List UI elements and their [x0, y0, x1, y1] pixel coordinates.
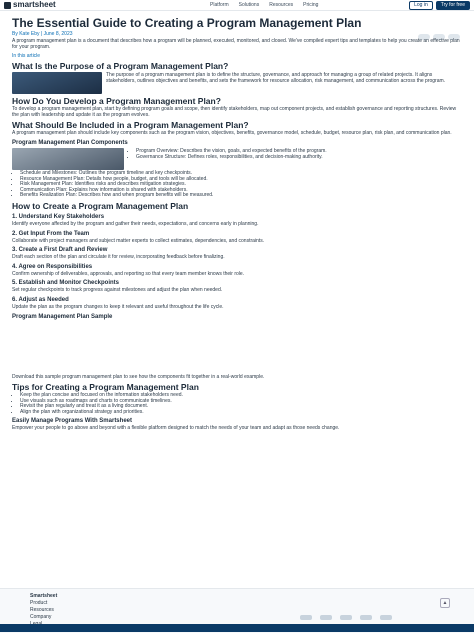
- components-list-continued: [20, 171, 462, 199]
- step-text: Draft each section of the plan and circulate it for review, incorporating feedback before finalizing.: [12, 254, 225, 261]
- closing-heading: Easily Manage Programs With Smartsheet: [12, 418, 132, 425]
- list-item: • Use visuals such as roadmaps and charts to communicate timelines.: [20, 399, 462, 405]
- social-icon[interactable]: [320, 615, 332, 620]
- expert-photo: [12, 148, 124, 170]
- tips-list: [20, 393, 462, 415]
- list-item: • Revisit the plan regularly and treat it as a living document.: [20, 404, 462, 410]
- copyright-text: © 2023 Smartsheet Inc.: [100, 633, 154, 639]
- table-of-contents-link[interactable]: In this article: [12, 53, 41, 60]
- nav-item-pricing[interactable]: Pricing: [303, 2, 319, 8]
- section-heading: How Do You Develop a Program Management Plan?: [12, 96, 221, 107]
- closing-text: Empower your people to go above and beyond with a flexible platform designed to match the needs of your team and adapt as those needs change.: [12, 425, 340, 432]
- step-title: 2. Get Input From the Team: [12, 230, 90, 237]
- footer-link-product[interactable]: Product: [30, 600, 48, 606]
- section-heading: What Should Be Included in a Program Management Plan?: [12, 120, 249, 131]
- step-text: Confirm ownership of deliverables, approvals, and reporting so that every team member knows their role.: [12, 270, 245, 277]
- article-title: The Essential Guide to Creating a Program Management Plan: [12, 16, 362, 30]
- footer-links: [30, 593, 57, 628]
- step-text: Update the plan as the program changes to keep it relevant and useful throughout the life cycle.: [12, 303, 224, 310]
- header-actions: [409, 1, 470, 10]
- social-icon[interactable]: [340, 615, 352, 620]
- step-text: Identify everyone affected by the program and gather their needs, expectations, and concerns early in planning.: [12, 220, 259, 227]
- social-icon[interactable]: [300, 615, 312, 620]
- list-item: • Program Overview: Describes the vision, goals, and expected benefits of the program.: [136, 149, 327, 155]
- components-list: [136, 149, 327, 160]
- list-item: • Resource Management Plan: Details how people, budget, and tools will be allocated.: [20, 177, 462, 183]
- social-links: [300, 615, 392, 620]
- nav-item-platform[interactable]: Platform: [210, 2, 229, 8]
- smartsheet-logo-icon: [4, 2, 11, 9]
- nav-item-resources[interactable]: Resources: [269, 2, 294, 8]
- sample-embed-area: [12, 322, 462, 374]
- list-item: • Governance Structure: Defines roles, responsibilities, and decision-making authority.: [136, 155, 327, 161]
- footer-link-resources[interactable]: Resources: [30, 607, 54, 613]
- step-title: 1. Understand Key Stakeholders: [12, 213, 105, 220]
- section-text: The purpose of a program management plan is to define the structure, governance, and approach for managing a group of related projects. It aligns stakeholders, outlines objectives and benefits, and sets the framework for resource allocation, risk management, and communication across the program.: [106, 72, 446, 84]
- list-item: • Communication Plan: Explains how information is shared with stakeholders.: [20, 188, 462, 194]
- nav-item-solutions[interactable]: Solutions: [238, 2, 260, 8]
- step-title: 3. Create a First Draft and Review: [12, 247, 108, 254]
- components-block: [12, 148, 462, 170]
- article-body: [12, 14, 462, 433]
- section-text: A program management plan should include key components such as the program vision, objectives, benefits, governance model, schedule, budget, resource plan, risk plan, and communication plan.: [12, 130, 452, 137]
- article-meta[interactable]: By Kate Eby | June 8, 2023: [12, 31, 73, 37]
- sample-text: Download this sample program management plan to see how the components fit together in a real-world example.: [12, 373, 265, 380]
- list-item: • Keep the plan concise and focused on the information stakeholders need.: [20, 393, 462, 399]
- step-text: Collaborate with project managers and subject matter experts to collect estimates, dependencies, and constraints.: [12, 237, 265, 244]
- step-title: 6. Adjust as Needed: [12, 296, 69, 303]
- steps-heading: How to Create a Program Management Plan: [12, 200, 189, 211]
- brand-logo[interactable]: [4, 0, 56, 10]
- tips-heading: Tips for Creating a Program Management Plan: [12, 382, 199, 393]
- list-item: • Align the plan with organizational strategy and priorities.: [20, 410, 462, 416]
- step-text: Set regular checkpoints to track progress against milestones and adjust the plan when needed.: [12, 287, 223, 294]
- main-nav: [210, 1, 318, 9]
- footer-bottom-bar: [0, 624, 474, 639]
- list-item: • Benefits Realization Plan: Describes how and when program benefits will be measured.: [20, 193, 462, 199]
- social-icon[interactable]: [360, 615, 372, 620]
- sample-heading: Program Management Plan Sample: [12, 313, 113, 320]
- list-item: • Schedule and Milestones: Outlines the program timeline and key checkpoints.: [20, 171, 462, 177]
- try-free-button[interactable]: Try for free: [436, 1, 470, 10]
- brand-name: smartsheet: [13, 0, 56, 9]
- section-text: To develop a program management plan, start by defining program goals and scope, then identify stakeholders, map out component projects, and establish governance and reporting structures. Review the plan with leadership and update it as the program evolves.: [12, 106, 457, 118]
- social-icon[interactable]: [380, 615, 392, 620]
- language-selector[interactable]: English: [40, 633, 57, 639]
- footer-link-company[interactable]: Company: [30, 614, 52, 620]
- footer-heading: Smartsheet: [30, 593, 58, 599]
- author-photo: [12, 72, 102, 94]
- list-item: • Risk Management Plan: Identifies risks and describes mitigation strategies.: [20, 182, 462, 188]
- step-title: 4. Agree on Responsibilities: [12, 263, 93, 270]
- section-purpose: [12, 72, 462, 94]
- login-button[interactable]: Log in: [409, 1, 433, 10]
- section-heading: What Is the Purpose of a Program Management Plan?: [12, 61, 229, 72]
- step-title: 5. Establish and Monitor Checkpoints: [12, 280, 120, 287]
- top-navigation-bar: [0, 0, 474, 11]
- article-intro: A program management plan is a document that describes how a program will be planned, executed, monitored, and closed. We've compiled expert tips and templates to help you create an effective plan for your program.: [12, 38, 460, 50]
- components-heading: Program Management Plan Components: [12, 139, 128, 146]
- arrow-up-icon[interactable]: ▲: [440, 598, 450, 608]
